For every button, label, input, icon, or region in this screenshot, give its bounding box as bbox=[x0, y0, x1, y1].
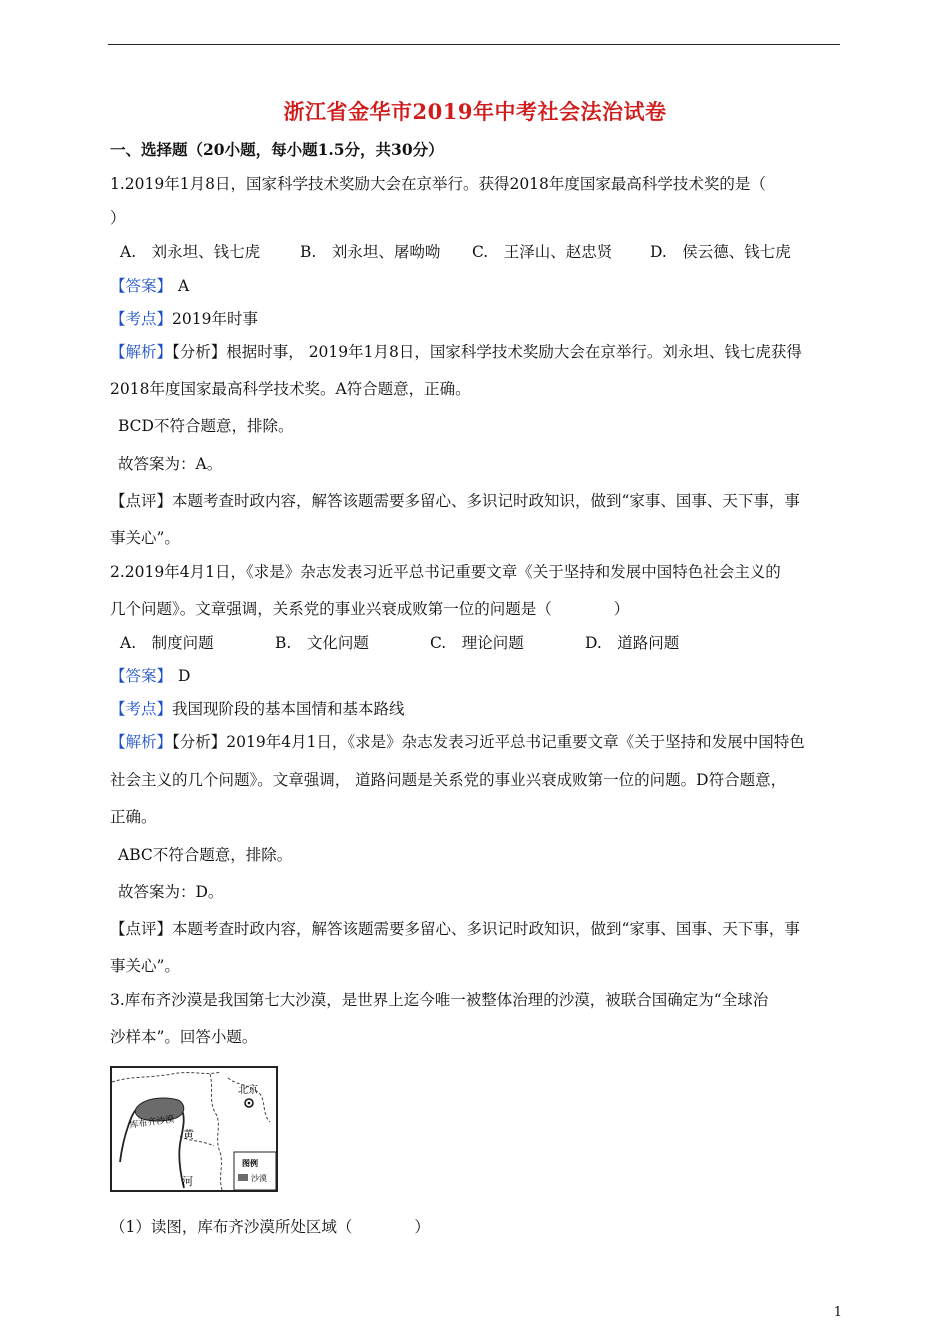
q1-point-value: 2019年时事 bbox=[172, 310, 258, 328]
point-tag: 【考点】 bbox=[110, 310, 173, 328]
q1-option-a: A. 刘永坦、钱七虎 bbox=[120, 243, 261, 261]
q1-analysis-text-1: 【分析】根据时事， 2019年1月8日，国家科学技术奖励大会在京举行。刘永坦、钱七虎获得 bbox=[172, 343, 802, 361]
page-title: 浙江省金华市2019年中考社会法治试卷 bbox=[283, 99, 667, 124]
q2-option-d: D. 道路问题 bbox=[585, 634, 680, 652]
analysis-tag: 【解析】 bbox=[110, 343, 173, 361]
q1-stem-line-2: ） bbox=[110, 209, 126, 227]
label-desert: 库布齐沙漠 bbox=[129, 1114, 175, 1131]
desert-map bbox=[110, 1066, 278, 1192]
q2-analysis-line-2: 社会主义的几个问题》。文章强调， 道路问题是关系党的事业兴衰成败第一位的问题。D符合题意， bbox=[110, 771, 787, 789]
q1-analysis-line-4: 故答案为：A。 bbox=[118, 455, 223, 473]
q2-option-b: B. 文化问题 bbox=[275, 634, 369, 652]
q1-answer bbox=[110, 276, 189, 296]
legend-item: 沙漠 bbox=[251, 1174, 267, 1183]
q1-analysis-line-3: BCD不符合题意，排除。 bbox=[118, 417, 294, 435]
q1-comment-line-2: 事关心”。 bbox=[110, 529, 180, 547]
section-heading: 一、选择题（20小题，每小题1.5分，共30分） bbox=[110, 140, 444, 159]
q1-analysis-line-1 bbox=[110, 342, 802, 362]
q1-point bbox=[110, 309, 258, 329]
point-tag: 【考点】 bbox=[110, 700, 173, 718]
q2-stem-line-2: 几个问题》。文章强调，关系党的事业兴衰成败第一位的问题是（ ） bbox=[110, 600, 630, 618]
beijing-marker-dot bbox=[248, 1102, 251, 1105]
q1-stem-line-1: 1.2019年1月8日，国家科学技术奖励大会在京举行。获得2018年度国家最高科学技术奖的是（ bbox=[110, 175, 766, 193]
page-number: 1 bbox=[833, 1305, 842, 1320]
q2-point-value: 我国现阶段的基本国情和基本路线 bbox=[172, 700, 405, 718]
legend-swatch bbox=[238, 1174, 248, 1181]
map-legend bbox=[234, 1152, 276, 1190]
label-huang: 黄 bbox=[183, 1128, 194, 1141]
q1-options bbox=[120, 242, 791, 262]
label-he: 河 bbox=[182, 1175, 193, 1188]
q2-analysis-line-5: 故答案为：D。 bbox=[118, 883, 224, 901]
answer-tag: 【答案】 bbox=[110, 277, 173, 295]
q2-comment-line-1: 【点评】本题考查时政内容，解答该题需要多留心、多识记时政知识，做到“家事、国事、天下事，事 bbox=[110, 920, 800, 938]
label-beijing: 北京 bbox=[238, 1085, 258, 1096]
q2-analysis-line-1 bbox=[110, 732, 805, 752]
q2-analysis-line-4: ABC不符合题意，排除。 bbox=[118, 846, 293, 864]
q2-options bbox=[120, 633, 679, 653]
q1-comment-line-1: 【点评】本题考查时政内容，解答该题需要多留心、多识记时政知识，做到“家事、国事、天下事，事 bbox=[110, 492, 800, 510]
q3-stem-line-1: 3.库布齐沙漠是我国第七大沙漠，是世界上迄今唯一被整体治理的沙漠，被联合国确定为“全球治 bbox=[110, 991, 769, 1009]
q1-answer-value: A bbox=[178, 277, 190, 295]
q2-answer bbox=[110, 666, 190, 686]
q1-option-b: B. 刘永坦、屠呦呦 bbox=[300, 243, 441, 261]
header-rule bbox=[108, 44, 840, 45]
q2-comment-line-2: 事关心”。 bbox=[110, 957, 180, 975]
q2-option-a: A. 制度问题 bbox=[120, 634, 214, 652]
q2-option-c: C. 理论问题 bbox=[430, 634, 524, 652]
q2-stem-line-1: 2.2019年4月1日，《求是》杂志发表习近平总书记重要文章《关于坚持和发展中国特色社会主义的 bbox=[110, 563, 781, 581]
q3-sub1: （1）读图，库布齐沙漠所处区域（ ） bbox=[110, 1218, 430, 1236]
q1-option-c: C. 王泽山、赵忠贤 bbox=[472, 243, 613, 261]
q2-answer-value: D bbox=[178, 667, 191, 685]
q2-analysis-text-1: 【分析】2019年4月1日，《求是》杂志发表习近平总书记重要文章《关于坚持和发展中国特色 bbox=[172, 733, 805, 751]
analysis-tag: 【解析】 bbox=[110, 733, 173, 751]
q2-analysis-line-3: 正确。 bbox=[110, 808, 157, 826]
answer-tag: 【答案】 bbox=[110, 667, 173, 685]
q1-option-d: D. 侯云德、钱七虎 bbox=[650, 243, 791, 261]
q2-point bbox=[110, 699, 405, 719]
legend-title: 图例 bbox=[242, 1159, 258, 1168]
q3-stem-line-2: 沙样本”。回答小题。 bbox=[110, 1028, 258, 1046]
q1-analysis-line-2: 2018年度国家最高科学技术奖。A符合题意，正确。 bbox=[110, 380, 471, 398]
